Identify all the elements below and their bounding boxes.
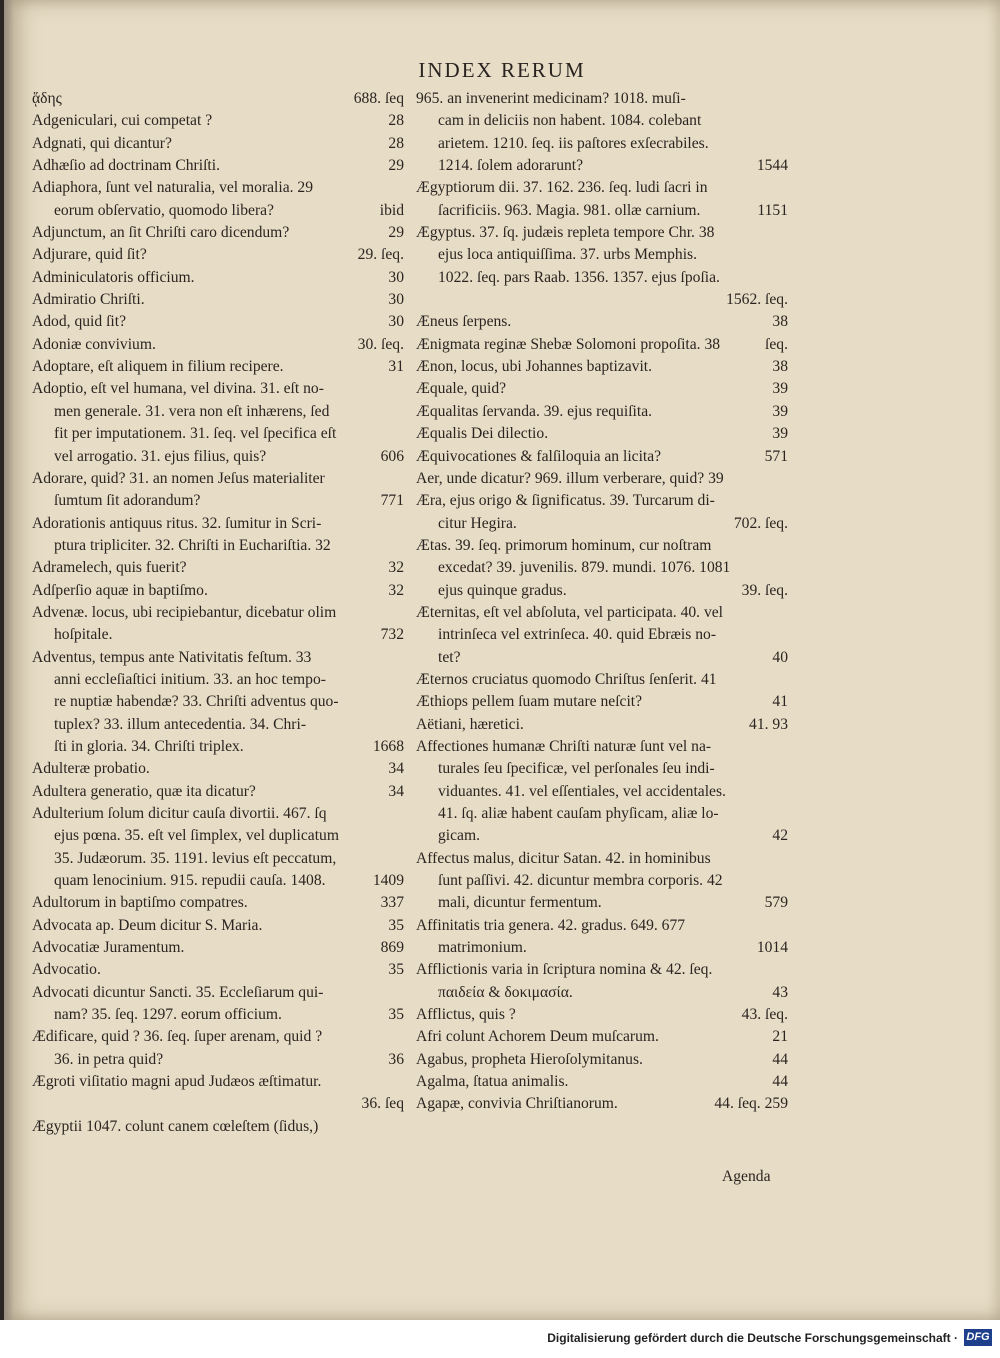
entry-line: Advocati dicuntur Sancti. 35. Eccleſiarum qui- — [32, 983, 324, 1001]
index-entry — [416, 222, 788, 311]
entry-text: Æquale, quid? — [416, 380, 507, 398]
entry-line-wrap — [416, 937, 788, 959]
entry-line-wrap — [32, 311, 404, 333]
page-reference: 869 — [380, 939, 404, 957]
entry-line: Æternitas, eſt vel abſoluta, vel participata. 40. vel — [416, 603, 724, 621]
entry-line: Affectiones humanæ Chriſti naturæ ſunt vel na- — [416, 737, 712, 755]
page-reference: 1668 — [372, 737, 404, 755]
index-entry — [416, 177, 788, 222]
page-reference: 29 — [388, 224, 404, 242]
left-column — [32, 88, 404, 1138]
index-entry — [32, 758, 404, 780]
entry-line-wrap — [416, 982, 788, 1004]
page-reference: 44 — [772, 1050, 788, 1068]
entry-text: ſti in gloria. 34. Chriſti triplex. — [54, 737, 244, 755]
entry-text: Adoptare, eſt aliquem in filium recipere. — [32, 358, 284, 376]
entry-line-wrap — [416, 1004, 788, 1026]
page-reference: 28 — [388, 134, 404, 152]
entry-line-wrap — [32, 624, 404, 646]
entry-text: Æthiops pellem ſuam mutare neſcit? — [416, 693, 643, 711]
index-entry — [32, 557, 404, 579]
index-entry — [32, 781, 404, 803]
entry-line: Adorationis antiquus ritus. 32. ſumitur in Scri- — [32, 514, 322, 532]
entry-line: viduantes. 41. vel eſſentiales, vel accidentales. — [438, 782, 726, 800]
entry-text: gicam. — [438, 827, 480, 845]
entry-line-wrap — [32, 356, 404, 378]
entry-text: Adſperſio aquæ in baptiſmo. — [32, 581, 208, 599]
index-entry — [32, 959, 404, 981]
entry-text: Afri colunt Achorem Deum muſcarum. — [416, 1028, 659, 1046]
index-entry — [32, 1026, 404, 1071]
entry-line-wrap — [416, 356, 788, 378]
page-reference: 337 — [380, 894, 404, 912]
page-reference: 34 — [388, 782, 404, 800]
entry-line-wrap — [416, 513, 788, 535]
entry-text: Adramelech, quis fuerit? — [32, 559, 187, 577]
page-reference: 32 — [388, 559, 404, 577]
entry-text: vel arrogatio. 31. ejus filius, quis? — [54, 447, 267, 465]
entry-line: Æra, ejus origo & ſignificatus. 39. Turcarum di- — [416, 492, 715, 510]
entry-text: nam? 35. ſeq. 1297. eorum officium. — [54, 1006, 282, 1024]
page-reference: 571 — [764, 447, 788, 465]
entry-text: Adultorum in baptiſmo compatres. — [32, 894, 248, 912]
page-reference: 1409 — [372, 872, 404, 890]
page-title: INDEX RERUM — [418, 58, 586, 82]
entry-text: Advocatiæ Juramentum. — [32, 939, 185, 957]
entry-line-wrap — [416, 1026, 788, 1048]
index-entry — [32, 155, 404, 177]
index-entry — [416, 848, 788, 915]
entry-line: ſunt paſſivi. 42. dicuntur membra corporis. 42 — [438, 872, 723, 890]
entry-line-wrap — [416, 378, 788, 400]
entry-text: Adultera generatio, quæ ita dicatur? — [32, 782, 256, 800]
entry-text: Æqualitas ſervanda. 39. ejus requiſita. — [416, 402, 653, 420]
entry-text: Ænon, locus, ubi Johannes baptizavit. — [416, 358, 653, 376]
entry-text: ᾅδης — [32, 90, 62, 107]
entry-line: 965. an invenerint medicinam? 1018. muſi- — [416, 90, 686, 107]
entry-line-wrap — [416, 311, 788, 333]
entry-line: anni eccleſiaſtici initium. 33. an hoc tempo- — [54, 670, 326, 688]
entry-line: Ægyptii 1047. colunt canem cœleſtem (ſidus,) — [32, 1117, 319, 1135]
entry-line-wrap — [32, 937, 404, 959]
page-reference: 29. ſeq. — [357, 246, 404, 264]
page-reference: 44 — [772, 1073, 788, 1091]
entry-line: Advenæ. locus, ubi recipiebantur, dicebatur olim — [32, 603, 337, 621]
entry-text: ſumtum ſit adorandum? — [54, 492, 201, 510]
entry-line-wrap — [416, 580, 788, 602]
entry-text: Admiratio Chriſti. — [32, 291, 145, 309]
entry-line: Æternos cruciatus quomodo Chriſtus ſenſerit. 41 — [416, 670, 717, 688]
entry-text: Aëtiani, hæretici. — [416, 715, 524, 733]
entry-line-wrap — [32, 870, 404, 892]
index-entry — [32, 289, 404, 311]
entry-line: Ædificare, quid ? 36. ſeq. ſuper arenam, quid ? — [32, 1028, 323, 1046]
entry-text: Afflictus, quis ? — [416, 1006, 516, 1024]
entry-text: Adgeniculari, cui competat ? — [32, 112, 213, 130]
entry-text: Adod, quid ſit? — [32, 313, 126, 331]
index-entry — [416, 736, 788, 848]
entry-text: tet? — [438, 648, 461, 666]
page-reference: 39. ſeq. — [741, 581, 788, 599]
page-reference: 28 — [388, 112, 404, 130]
entry-line-wrap — [416, 1071, 788, 1093]
entry-line-wrap — [32, 88, 404, 110]
entry-text: ejus quinque gradus. — [438, 581, 567, 599]
entry-line-wrap — [32, 758, 404, 780]
index-entry — [416, 915, 788, 960]
entry-line: turales ſeu ſpecificæ, vel perſonales ſeu indi- — [438, 760, 715, 778]
entry-text: Æneus ſerpens. — [416, 313, 512, 331]
entry-line: men generale. 31. vera non eſt inhærens, ſed — [54, 402, 330, 420]
entry-line: Afflictionis varia in ſcriptura nomina & 42. ſeq. — [416, 961, 713, 979]
page-reference: 688. ſeq — [353, 90, 404, 107]
entry-line-wrap — [32, 133, 404, 155]
entry-line-wrap — [32, 1049, 404, 1071]
page-reference: 732 — [380, 626, 404, 644]
page-reference: 30 — [388, 268, 404, 286]
footer-bar — [0, 1320, 1000, 1358]
page-reference: 35 — [388, 916, 404, 934]
entry-line-wrap — [416, 714, 788, 736]
page-reference: 606 — [380, 447, 404, 465]
entry-line-wrap — [32, 557, 404, 579]
entry-line-wrap — [32, 244, 404, 266]
index-entry — [32, 334, 404, 356]
page-reference: 32 — [388, 581, 404, 599]
index-entry — [416, 490, 788, 535]
page-reference: 36. ſeq — [361, 1095, 404, 1113]
index-entry — [32, 892, 404, 914]
entry-text: Adminiculatoris officium. — [32, 268, 195, 286]
entry-line: Adiaphora, ſunt vel naturalia, vel moralia. 29 — [32, 179, 314, 197]
index-entry — [416, 468, 788, 490]
page-reference: 39 — [772, 425, 788, 443]
index-entry — [416, 1093, 788, 1115]
book-page — [4, 0, 1000, 1320]
page-reference: 41. 93 — [749, 715, 788, 733]
entry-line-wrap — [32, 110, 404, 132]
dfg-logo-icon: DFG — [964, 1329, 992, 1346]
index-entry — [416, 356, 788, 378]
entry-text: 1214. ſolem adorarunt? — [438, 157, 584, 175]
entry-text: Adoniæ convivium. — [32, 335, 156, 353]
index-entry — [416, 714, 788, 736]
index-entry — [416, 1049, 788, 1071]
entry-line-wrap — [416, 825, 788, 847]
index-entry — [416, 669, 788, 691]
index-entry — [416, 602, 788, 669]
entry-line: Affinitatis tria genera. 42. gradus. 649. 677 — [416, 916, 686, 934]
entry-text: Agalma, ſtatua animalis. — [416, 1073, 569, 1091]
entry-text: ſacrificiis. 963. Magia. 981. ollæ carnium. — [438, 201, 701, 219]
entry-line: excedat? 39. juvenilis. 879. mundi. 1076. 1081 — [438, 559, 731, 577]
index-entry — [32, 267, 404, 289]
entry-line-wrap — [416, 892, 788, 914]
index-entry — [416, 1071, 788, 1093]
entry-line: Aer, unde dicatur? 969. illum verberare, quid? 39 — [416, 469, 724, 487]
index-entry — [32, 133, 404, 155]
entry-text: quam lenocinium. 915. repudii cauſa. 1408. — [54, 872, 326, 890]
entry-line-wrap — [32, 915, 404, 937]
entry-line-wrap — [32, 289, 404, 311]
page-reference: 42 — [772, 827, 788, 845]
index-entry — [32, 982, 404, 1027]
page-reference: 1151 — [757, 201, 788, 219]
entry-text: matrimonium. — [438, 939, 527, 957]
page-reference: 43. ſeq. — [741, 1006, 788, 1024]
entry-text: Adgnati, qui dicantur? — [32, 134, 172, 152]
page-reference: 1014 — [756, 939, 788, 957]
index-entry — [416, 691, 788, 713]
page-reference: 35 — [388, 1006, 404, 1024]
index-entry — [32, 378, 404, 467]
entry-text: hoſpitale. — [54, 626, 113, 644]
entry-line-wrap — [416, 423, 788, 445]
entry-line-wrap — [416, 334, 788, 356]
index-entry — [32, 88, 404, 110]
entry-line-wrap — [416, 155, 788, 177]
entry-line-wrap — [32, 781, 404, 803]
page-reference: 36 — [388, 1050, 404, 1068]
right-column — [416, 88, 788, 1116]
entry-text: Adulteræ probatio. — [32, 760, 150, 778]
index-entry — [416, 535, 788, 602]
entry-line-wrap — [416, 647, 788, 669]
index-entry — [416, 446, 788, 468]
entry-line: tuplex? 33. illum antecedentia. 34. Chri- — [54, 715, 307, 733]
entry-line-wrap — [32, 892, 404, 914]
page-reference: 43 — [772, 983, 788, 1001]
catchword: Agenda — [722, 1168, 771, 1185]
entry-text: Advocatio. — [32, 961, 101, 979]
entry-line: Adulterium ſolum dicitur cauſa divortii. 467. ſq — [32, 805, 327, 822]
entry-line: 35. Judæorum. 35. 1191. levius eſt peccatum, — [54, 849, 337, 867]
page-reference: 21 — [772, 1028, 788, 1046]
entry-text: Æquivocationes & falſiloquia an licita? — [416, 447, 662, 465]
entry-line-wrap — [32, 222, 404, 244]
page-reference: 702. ſeq. — [733, 514, 788, 532]
page-reference: 38 — [772, 358, 788, 376]
entry-line: Adorare, quid? 31. an nomen Jeſus materialiter — [32, 469, 325, 487]
page-reference: 1562. ſeq. — [726, 291, 788, 309]
entry-line-wrap — [32, 1004, 404, 1026]
index-entry — [416, 311, 788, 333]
entry-line: Ægroti viſitatio magni apud Judæos æſtimatur. — [32, 1073, 322, 1091]
page-reference: 34 — [388, 760, 404, 778]
page-reference: 38 — [772, 313, 788, 331]
entry-line-wrap — [32, 580, 404, 602]
entry-text: 36. in petra quid? — [54, 1050, 164, 1068]
entry-line-wrap — [416, 200, 788, 222]
entry-line: Ætas. 39. ſeq. primorum hominum, cur noſtram — [416, 536, 712, 554]
index-entry — [32, 222, 404, 244]
index-entry — [416, 401, 788, 423]
index-entry — [416, 334, 788, 356]
entry-line-wrap — [32, 334, 404, 356]
entry-text: Adjunctum, an ſit Chriſti caro dicendum? — [32, 224, 290, 242]
entry-line: ejus loca antiquiſſima. 37. urbs Memphis. — [438, 246, 697, 264]
entry-line: Ægyptus. 37. ſq. judæis repleta tempore Chr. 38 — [416, 224, 715, 242]
index-entry — [32, 647, 404, 759]
index-entry — [416, 378, 788, 400]
entry-text: mali, dicuntur fermentum. — [438, 894, 602, 912]
page-reference: ibid — [379, 201, 404, 219]
page-reference: 39 — [772, 402, 788, 420]
entry-text: Æqualis Dei dilectio. — [416, 425, 549, 443]
page-reference: 31 — [388, 358, 404, 376]
index-entry — [32, 177, 404, 222]
entry-line-wrap — [32, 200, 404, 222]
page-reference: 29 — [388, 157, 404, 175]
index-entry — [32, 580, 404, 602]
entry-line: re nuptiæ habendæ? 33. Chriſti adventus quo- — [54, 693, 339, 711]
entry-line-wrap — [32, 155, 404, 177]
entry-text: citur Hegira. — [438, 514, 517, 532]
page-reference: 44. ſeq. 259 — [714, 1095, 788, 1113]
entry-line: cam in deliciis non habent. 1084. colebant — [438, 112, 702, 130]
page-reference: 30 — [388, 291, 404, 309]
index-entry — [32, 468, 404, 513]
page-reference: 41 — [772, 693, 788, 711]
entry-line-wrap — [32, 446, 404, 468]
entry-line: intrinſeca vel extrinſeca. 40. quid Ebræis no- — [438, 626, 717, 644]
page-reference: 30. ſeq. — [357, 335, 404, 353]
index-entry — [32, 1116, 404, 1138]
entry-text: παιδεία & δοκιμασία. — [438, 983, 573, 1001]
index-entry — [416, 1004, 788, 1026]
index-entry — [32, 244, 404, 266]
entry-line: 41. ſq. aliæ habent cauſam phyſicam, aliæ lo- — [438, 805, 719, 822]
page-reference: 40 — [772, 648, 788, 666]
index-entry — [32, 356, 404, 378]
index-entry — [416, 88, 788, 177]
index-entry — [32, 513, 404, 558]
entry-text: eorum obſervatio, quomodo libera? — [54, 201, 274, 219]
page-reference: 1544 — [756, 157, 788, 175]
entry-line: Affectus malus, dicitur Satan. 42. in hominibus — [416, 849, 711, 867]
entry-line: ptura tripliciter. 32. Chriſti in Euchariſtia. 32 — [54, 536, 331, 554]
page-reference: 579 — [764, 894, 788, 912]
entry-line: arietem. 1210. ſeq. iis paſtores exſecrabiles. — [438, 134, 709, 152]
entry-line: Ægyptiorum dii. 37. 162. 236. ſeq. ludi ſacri in — [416, 179, 708, 197]
index-entry — [32, 110, 404, 132]
entry-line: fit per imputationem. 31. ſeq. vel ſpecifica eſt — [54, 425, 337, 443]
entry-text: Adhæſio ad doctrinam Chriſti. — [32, 157, 220, 175]
index-entry — [32, 937, 404, 959]
entry-line-wrap — [32, 959, 404, 981]
entry-line-wrap — [32, 736, 404, 758]
entry-line-wrap — [416, 1049, 788, 1071]
index-entry — [416, 959, 788, 1004]
entry-line-wrap — [416, 1093, 788, 1115]
entry-text: Ænigmata reginæ Shebæ Solomoni propoſita. 38 — [416, 335, 721, 353]
index-entry — [416, 423, 788, 445]
entry-text: Adjurare, quid ſit? — [32, 246, 147, 264]
index-entry — [32, 915, 404, 937]
page-reference: 30 — [388, 313, 404, 331]
index-entry — [32, 1071, 404, 1116]
page-reference: 771 — [380, 492, 404, 510]
entry-text: Advocata ap. Deum dicitur S. Maria. — [32, 916, 263, 934]
entry-line-wrap — [416, 446, 788, 468]
index-entry — [32, 602, 404, 647]
entry-text: Agapæ, convivia Chriſtianorum. — [416, 1095, 618, 1113]
funding-credit: Digitalisierung gefördert durch die Deutsche Forschungsgemeinschaft · — [547, 1331, 958, 1345]
page-reference: 35 — [388, 961, 404, 979]
entry-line: Adventus, tempus ante Nativitatis feſtum. 33 — [32, 648, 312, 666]
index-entry — [416, 1026, 788, 1048]
entry-line: 1022. ſeq. pars Raab. 1356. 1357. ejus ſpoſia. — [438, 268, 720, 286]
entry-line-wrap — [416, 401, 788, 423]
index-entry — [32, 803, 404, 892]
entry-line-wrap — [32, 267, 404, 289]
entry-line: ejus pœna. 35. eſt vel ſimplex, vel duplicatum — [54, 827, 339, 845]
entry-line-wrap — [416, 691, 788, 713]
entry-line-wrap — [32, 490, 404, 512]
page-reference: 39 — [772, 380, 788, 398]
entry-text: Agabus, propheta Hieroſolymitanus. — [416, 1050, 643, 1068]
page-reference: ſeq. — [765, 335, 788, 353]
entry-line: Adoptio, eſt vel humana, vel divina. 31. eſt no- — [32, 380, 324, 398]
index-entry — [32, 311, 404, 333]
